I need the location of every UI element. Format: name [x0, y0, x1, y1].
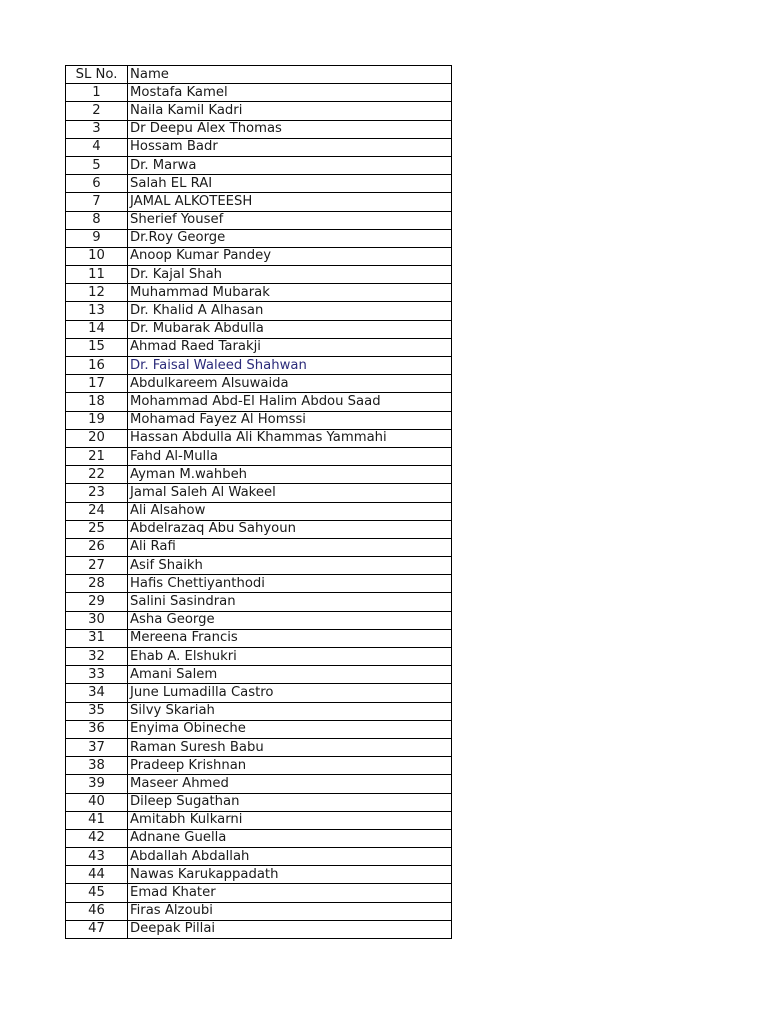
table-row	[66, 211, 452, 229]
sl-no-cell: 29	[66, 593, 128, 611]
table-row	[66, 575, 452, 593]
sl-no-cell: 3	[66, 120, 128, 138]
name-cell: Asha George	[128, 611, 452, 629]
name-cell: Dr. Mubarak Abdulla	[128, 320, 452, 338]
name-cell: JAMAL ALKOTEESH	[128, 193, 452, 211]
name-cell: Anoop Kumar Pandey	[128, 247, 452, 265]
name-cell: Sherief Yousef	[128, 211, 452, 229]
table-row	[66, 666, 452, 684]
sl-no-cell: 36	[66, 720, 128, 738]
table-row	[66, 611, 452, 629]
sl-no-cell: 31	[66, 629, 128, 647]
sl-no-cell: 6	[66, 175, 128, 193]
table-row	[66, 520, 452, 538]
table-row	[66, 593, 452, 611]
table-row	[66, 829, 452, 847]
sl-no-cell: 25	[66, 520, 128, 538]
name-cell: Mereena Francis	[128, 629, 452, 647]
name-cell: Amitabh Kulkarni	[128, 811, 452, 829]
table-row	[66, 375, 452, 393]
name-cell: Maseer Ahmed	[128, 775, 452, 793]
name-cell: June Lumadilla Castro	[128, 684, 452, 702]
table-row	[66, 120, 452, 138]
name-cell: Raman Suresh Babu	[128, 738, 452, 756]
sl-no-cell: 19	[66, 411, 128, 429]
table-row	[66, 466, 452, 484]
sl-no-cell: 28	[66, 575, 128, 593]
name-cell: Asif Shaikh	[128, 557, 452, 575]
name-cell: Hossam Badr	[128, 138, 452, 156]
table-body	[66, 84, 452, 939]
name-cell: Silvy Skariah	[128, 702, 452, 720]
sl-no-cell: 45	[66, 884, 128, 902]
table-row	[66, 702, 452, 720]
sl-no-cell: 11	[66, 266, 128, 284]
table-row	[66, 156, 452, 174]
sl-no-cell: 23	[66, 484, 128, 502]
name-cell: Amani Salem	[128, 666, 452, 684]
sl-no-cell: 27	[66, 557, 128, 575]
table-row	[66, 920, 452, 938]
table-row	[66, 357, 452, 375]
name-cell: Fahd Al-Mulla	[128, 447, 452, 465]
name-cell: Dr. Faisal Waleed Shahwan	[128, 357, 452, 375]
sl-no-cell: 46	[66, 902, 128, 920]
sl-no-cell: 2	[66, 102, 128, 120]
name-cell: Emad Khater	[128, 884, 452, 902]
name-cell: Naila Kamil Kadri	[128, 102, 452, 120]
table-row	[66, 84, 452, 102]
name-cell: Abdulkareem Alsuwaida	[128, 375, 452, 393]
sl-no-cell: 43	[66, 848, 128, 866]
sl-no-cell: 35	[66, 702, 128, 720]
sl-no-cell: 34	[66, 684, 128, 702]
name-cell: Salah EL RAI	[128, 175, 452, 193]
sl-no-cell: 44	[66, 866, 128, 884]
sl-no-cell: 15	[66, 338, 128, 356]
header-name: Name	[128, 66, 452, 84]
name-cell: Ehab A. Elshukri	[128, 648, 452, 666]
sl-no-cell: 37	[66, 738, 128, 756]
sl-no-cell: 47	[66, 920, 128, 938]
sl-no-cell: 20	[66, 429, 128, 447]
name-cell: Ahmad Raed Tarakji	[128, 338, 452, 356]
names-table	[65, 65, 452, 939]
sl-no-cell: 42	[66, 829, 128, 847]
name-cell: Jamal Saleh Al Wakeel	[128, 484, 452, 502]
sl-no-cell: 9	[66, 229, 128, 247]
table-row	[66, 429, 452, 447]
table-row	[66, 393, 452, 411]
sl-no-cell: 18	[66, 393, 128, 411]
table-row	[66, 738, 452, 756]
header-sl-no: SL No.	[66, 66, 128, 84]
table-row	[66, 193, 452, 211]
name-cell: Pradeep Krishnan	[128, 757, 452, 775]
table-row	[66, 284, 452, 302]
sl-no-cell: 41	[66, 811, 128, 829]
table-row	[66, 629, 452, 647]
sl-no-cell: 40	[66, 793, 128, 811]
name-cell: Enyima Obineche	[128, 720, 452, 738]
table-row	[66, 411, 452, 429]
sl-no-cell: 17	[66, 375, 128, 393]
table-row	[66, 775, 452, 793]
sl-no-cell: 7	[66, 193, 128, 211]
table-row	[66, 138, 452, 156]
name-cell: Deepak Pillai	[128, 920, 452, 938]
sl-no-cell: 21	[66, 447, 128, 465]
sl-no-cell: 38	[66, 757, 128, 775]
name-cell: Ali Alsahow	[128, 502, 452, 520]
name-cell: Dr.Roy George	[128, 229, 452, 247]
name-cell: Ayman M.wahbeh	[128, 466, 452, 484]
name-cell: Hafis Chettiyanthodi	[128, 575, 452, 593]
sl-no-cell: 24	[66, 502, 128, 520]
sl-no-cell: 32	[66, 648, 128, 666]
table-row	[66, 720, 452, 738]
sl-no-cell: 12	[66, 284, 128, 302]
table-row	[66, 793, 452, 811]
table-row	[66, 175, 452, 193]
name-cell: Muhammad Mubarak	[128, 284, 452, 302]
table-row	[66, 538, 452, 556]
name-cell: Dr. Kajal Shah	[128, 266, 452, 284]
table-row	[66, 757, 452, 775]
sl-no-cell: 5	[66, 156, 128, 174]
sl-no-cell: 1	[66, 84, 128, 102]
name-cell: Dr. Khalid A Alhasan	[128, 302, 452, 320]
name-cell: Dileep Sugathan	[128, 793, 452, 811]
table-row	[66, 266, 452, 284]
name-cell: Abdallah Abdallah	[128, 848, 452, 866]
sl-no-cell: 39	[66, 775, 128, 793]
name-cell: Mostafa Kamel	[128, 84, 452, 102]
table-row	[66, 229, 452, 247]
table-row	[66, 557, 452, 575]
sl-no-cell: 22	[66, 466, 128, 484]
sl-no-cell: 26	[66, 538, 128, 556]
sl-no-cell: 10	[66, 247, 128, 265]
name-cell: Mohamad Fayez Al Homssi	[128, 411, 452, 429]
table-row	[66, 684, 452, 702]
table-row	[66, 902, 452, 920]
sl-no-cell: 33	[66, 666, 128, 684]
table-row	[66, 884, 452, 902]
table-row	[66, 648, 452, 666]
name-cell: Salini Sasindran	[128, 593, 452, 611]
table-row	[66, 320, 452, 338]
header-row	[66, 66, 452, 84]
table-row	[66, 811, 452, 829]
sl-no-cell: 8	[66, 211, 128, 229]
sl-no-cell: 30	[66, 611, 128, 629]
sl-no-cell: 13	[66, 302, 128, 320]
name-cell: Dr. Marwa	[128, 156, 452, 174]
name-cell: Dr Deepu Alex Thomas	[128, 120, 452, 138]
table-row	[66, 338, 452, 356]
name-cell: Abdelrazaq Abu Sahyoun	[128, 520, 452, 538]
name-cell: Hassan Abdulla Ali Khammas Yammahi	[128, 429, 452, 447]
table-row	[66, 866, 452, 884]
name-cell: Adnane Guella	[128, 829, 452, 847]
table-row	[66, 447, 452, 465]
sl-no-cell: 14	[66, 320, 128, 338]
name-cell: Mohammad Abd-El Halim Abdou Saad	[128, 393, 452, 411]
name-cell: Ali Rafi	[128, 538, 452, 556]
table-row	[66, 102, 452, 120]
table-row	[66, 302, 452, 320]
table-row	[66, 484, 452, 502]
table-row	[66, 247, 452, 265]
name-cell: Nawas Karukappadath	[128, 866, 452, 884]
sl-no-cell: 16	[66, 357, 128, 375]
table-row	[66, 848, 452, 866]
table-row	[66, 502, 452, 520]
name-cell: Firas Alzoubi	[128, 902, 452, 920]
sl-no-cell: 4	[66, 138, 128, 156]
